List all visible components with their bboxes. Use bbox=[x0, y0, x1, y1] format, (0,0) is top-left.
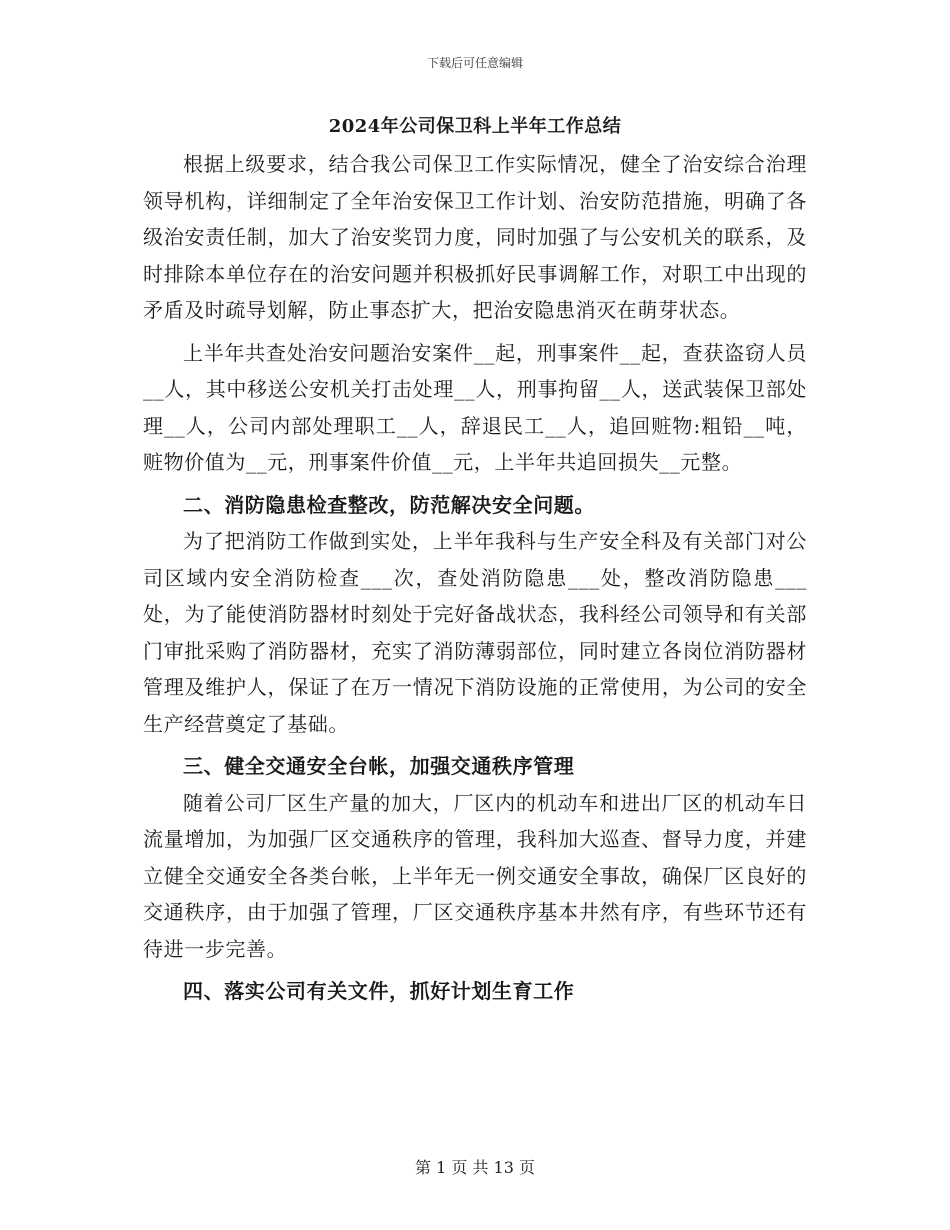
paragraph-fire-safety: 为了把消防工作做到实处，上半年我科与生产安全科及有关部门对公司区域内安全消防检查___次，查处消防隐患___处，整改消防隐患___处，为了能使消防器材时刻处于完好备战状态，我科经公司领导和有关部门审批采购了消防器材，充实了消防薄弱部位，同时建立各岗位消防器材管理及维护人，保证了在万一情况下消防设施的正常使用，为公司的安全生产经营奠定了基础。 bbox=[143, 529, 807, 736]
section-heading-fire: 二、消防隐患检查整改，防范解决安全问题。 bbox=[183, 492, 595, 517]
document-title: 2024年公司保卫科上半年工作总结 bbox=[328, 116, 622, 137]
paragraph-traffic: 随着公司厂区生产量的加大，厂区内的机动车和进出厂区的机动车日流量增加，为加强厂区交通秩序的管理，我科加大巡查、督导力度，并建立健全交通安全各类台帐，上半年无一例交通安全事故，确保厂区良好的交通秩序，由于加强了管理，厂区交通秩序基本井然有序，有些环节还有待进一步完善。 bbox=[143, 790, 807, 961]
page-footer-number: 第 1 页 共 13 页 bbox=[415, 1158, 535, 1177]
paragraph-case-stats: 上半年共查处治安问题治安案件__起，刑事案件__起，查获盗窃人员__人，其中移送公安机关打击处理__人，刑事拘留__人，送武装保卫部处理__人，公司内部处理职工__人，辞退民工__人，追回赃物:粗铅__吨，赃物价值为__元，刑事案件价值__元，上半年共追回损失__元整。 bbox=[143, 340, 807, 474]
paragraph-intro: 根据上级要求，结合我公司保卫工作实际情况，健全了治安综合治理领导机构，详细制定了全年治安保卫工作计划、治安防范措施，明确了各级治安责任制，加大了治安奖罚力度，同时加强了与公安机关的联系，及时排除本单位存在的治安问题并积极抓好民事调解工作，对职工中出现的矛盾及时疏导划解，防止事态扩大，把治安隐患消灭在萌芽状态。 bbox=[143, 152, 807, 322]
section-heading-family-planning: 四、落实公司有关文件，抓好计划生育工作 bbox=[183, 979, 575, 1003]
document-body bbox=[143, 112, 807, 1010]
section-heading-traffic: 三、健全交通安全台帐，加强交通秩序管理 bbox=[183, 754, 575, 778]
page-header-note: 下载后可任意编辑 bbox=[426, 56, 523, 70]
